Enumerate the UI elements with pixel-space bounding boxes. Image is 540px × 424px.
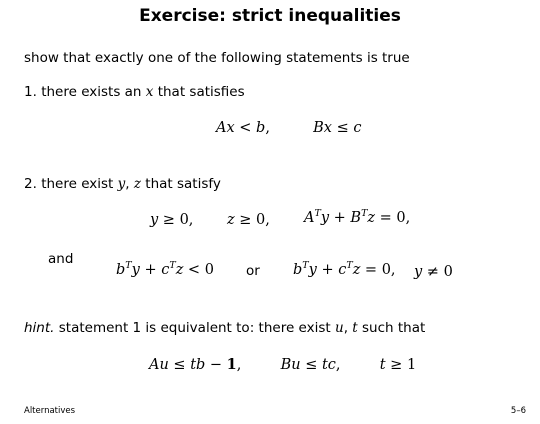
hint-label: hint. <box>24 320 55 336</box>
system-2-eq1: y ≥ 0, <box>150 212 194 228</box>
system-1-eq1: Ax < b, <box>216 120 270 136</box>
statement-2-text-after: that satisfy <box>145 176 221 192</box>
system-2-eq3: $A^Ty + B^Tz = 0$, <box>304 208 411 226</box>
hint <box>24 320 425 336</box>
or-label: or <box>246 263 260 279</box>
statement-1-text: there exists an <box>41 84 142 100</box>
slide-title: Exercise: strict inequalities <box>139 6 401 26</box>
statement-2-var-z: z <box>133 176 141 192</box>
system-1 <box>216 120 362 136</box>
system-1-eq2: Bx ≤ c <box>313 120 362 136</box>
system-3 <box>149 356 416 373</box>
system-2-eq5: $b^Ty + c^Tz = 0$, <box>293 260 396 278</box>
system-3-eq3: t ≥ 1 <box>379 357 417 373</box>
system-2-eq2: z ≥ 0, <box>227 212 270 228</box>
statement-2-number: 2. <box>24 176 37 192</box>
hint-text: statement 1 is equivalent to: there exist <box>58 320 331 336</box>
statement-2-var-y: y <box>117 176 126 192</box>
statement-2 <box>24 176 221 192</box>
hint-var-t: t <box>352 320 358 336</box>
statement-2-sep: , <box>125 176 130 192</box>
statement-1-text-after: that satisfies <box>157 84 245 100</box>
statement-1-number: 1. <box>24 84 37 100</box>
system-3-eq2: Bu ≤ tc, <box>280 357 341 373</box>
intro-text: show that exactly one of the following statements is true <box>24 50 410 66</box>
footer-section-title: Alternatives <box>24 406 76 416</box>
hint-var-u: u <box>334 320 344 336</box>
statement-1-var-x: x <box>145 84 154 100</box>
system-3-eq1: Au ≤ tb − 1, <box>149 356 242 373</box>
footer-page-number: 5–6 <box>510 406 526 416</box>
and-label: and <box>48 251 74 267</box>
system-2-eq4: $b^Ty + c^Tz < 0$ <box>116 260 214 278</box>
system-2-eq6: y ≠ 0 <box>414 264 453 280</box>
statement-1 <box>24 84 245 100</box>
hint-text-after: such that <box>362 320 426 336</box>
hint-sep: , <box>343 320 348 336</box>
statement-2-text: there exist <box>41 176 114 192</box>
